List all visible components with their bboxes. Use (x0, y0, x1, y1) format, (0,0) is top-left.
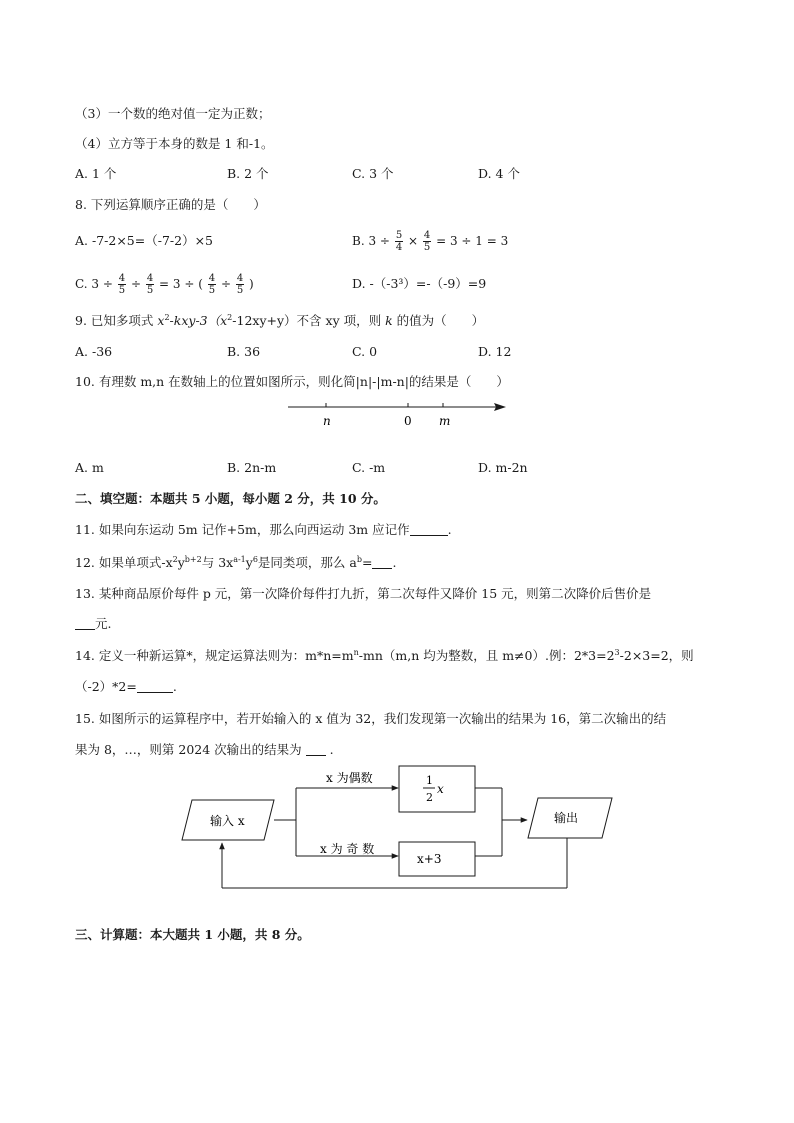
q15-line-1: 15. 如图所示的运算程序中，若开始输入的 x 值为 32，我们发现第一次输出的结果为 16，第二次输出的结 (75, 711, 667, 726)
q14-text: 14. 定义一种新运算*，规定运算法则为：m*n=m (75, 648, 354, 663)
label-zero: 0 (404, 414, 412, 428)
q14-line-1 (75, 648, 694, 664)
denominator: 5 (423, 242, 431, 253)
q13-line-1: 13. 某种商品原价每件 p 元，第一次降价每件打九折，第二次每件又降价 15 元，则第二次降价后售价是 (75, 586, 652, 601)
exponent: 3 (614, 648, 620, 657)
even-label: x 为偶数 (326, 771, 373, 785)
q7-option-a: A. 1 个 (75, 166, 117, 181)
q12-text: 12. 如果单项式-x (75, 555, 173, 570)
q8-option-a: A. -7-2×5=（-7-2）×5 (75, 233, 214, 248)
q9-stem-a: 9. 已知多项式 (75, 313, 158, 328)
exponent: 2 (227, 313, 233, 322)
numerator: 4 (146, 273, 154, 284)
q15-text: 果为 8，…，则第 2024 次输出的结果为 (75, 742, 302, 757)
q8-option-d: D. -（-3³）=-（-9）=9 (352, 276, 487, 291)
denominator: 4 (395, 242, 403, 253)
section-2-heading: 二、填空题：本题共 5 小题，每小题 2 分，共 10 分。 (75, 491, 386, 506)
q12 (75, 555, 396, 571)
q15-line-2 (75, 742, 334, 758)
label-m: m (439, 414, 451, 428)
q13-line-2 (75, 616, 111, 632)
q9-poly: x (157, 313, 165, 328)
q14-text: -mn（m,n 均为整数，且 m≠0）.例：2*3=2 (358, 648, 615, 663)
formula-part: = 3 ÷ 1 = 3 (436, 234, 509, 248)
exponent: b+2 (184, 555, 202, 564)
q9-stem (75, 313, 484, 329)
q7-option-b: B. 2 个 (227, 166, 269, 181)
q14-end: . (172, 679, 177, 694)
numerator: 4 (208, 273, 216, 284)
q12-end: . (392, 555, 397, 570)
q12-text: = (361, 555, 373, 570)
answer-blank[interactable] (75, 617, 95, 630)
exponent: n (353, 648, 359, 657)
fraction (208, 273, 216, 296)
q9-poly: -12xy+y）不含 xy 项，则 (232, 313, 386, 328)
q9-option-d: D. 12 (478, 344, 512, 359)
answer-blank[interactable] (137, 680, 173, 693)
numerator: 4 (118, 273, 126, 284)
q10-option-d: D. m-2n (478, 460, 528, 475)
formula-part: ) (249, 277, 254, 291)
denominator: 5 (118, 285, 126, 296)
odd-label: x 为 奇 数 (320, 842, 375, 856)
formula-part: ÷ (130, 277, 142, 291)
q14-text: （-2）*2= (75, 679, 137, 694)
q13-end: 元. (95, 616, 112, 631)
fraction (423, 230, 431, 253)
answer-blank[interactable] (372, 556, 392, 569)
statement-4: （4）立方等于本身的数是 1 和-1。 (75, 136, 274, 151)
q9-stem-b: 的值为（ ） (392, 313, 485, 328)
q8-option-b-label: B. (352, 234, 365, 248)
q8-stem: 8. 下列运算顺序正确的是（ ） (75, 197, 266, 212)
fraction (118, 273, 126, 296)
exponent: a-1 (233, 555, 246, 564)
denominator: 5 (146, 285, 154, 296)
half-variable: x (437, 782, 444, 796)
q11-end: . (447, 522, 452, 537)
formula-part: 3 ÷ (368, 234, 390, 248)
label-n: n (323, 414, 331, 428)
number-line (280, 396, 520, 432)
input-label: 输入 x (210, 814, 245, 828)
formula-part: ÷ (220, 277, 232, 291)
exponent: b (356, 555, 362, 564)
denominator: 5 (236, 285, 244, 296)
q10-option-c: C. -m (352, 460, 386, 475)
q15-end: . (329, 742, 334, 757)
denominator: 5 (208, 285, 216, 296)
q11-text: 11. 如果向东运动 5m 记作+5m，那么向西运动 3m 应记作 (75, 522, 410, 537)
numerator: 5 (395, 230, 403, 241)
q12-text: 与 3x (201, 555, 234, 570)
q10-option-b: B. 2n-m (227, 460, 277, 475)
q14-text: -2×3=2，则 (619, 648, 694, 663)
formula-part: = 3 ÷ ( (159, 277, 203, 291)
q10-option-a: A. m (75, 460, 104, 475)
q8-option-c-label: C. (75, 277, 88, 291)
half-numerator: 1 (426, 774, 433, 787)
exponent: 2 (172, 555, 178, 564)
fraction (236, 273, 244, 296)
q7-option-d: D. 4 个 (478, 166, 520, 181)
exponent: 6 (252, 555, 258, 564)
q7-option-c: C. 3 个 (352, 166, 394, 181)
q12-text: y (177, 555, 185, 570)
q9-k: k (385, 313, 393, 328)
q11 (75, 522, 452, 538)
numerator: 4 (236, 273, 244, 284)
fraction (146, 273, 154, 296)
formula-part: 3 ÷ (91, 277, 113, 291)
q10-stem: 10. 有理数 m,n 在数轴上的位置如图所示，则化简|n|-|m-n|的结果是（ ） (75, 374, 509, 389)
answer-blank[interactable] (410, 523, 448, 536)
q12-text: y (245, 555, 253, 570)
q8-option-c (75, 270, 254, 298)
q9-option-b: B. 36 (227, 344, 261, 359)
exponent: 2 (164, 313, 170, 322)
q9-option-c: C. 0 (352, 344, 378, 359)
q12-text: 是同类项，那么 a (257, 555, 357, 570)
q8-option-b (352, 227, 508, 255)
plus3-label: x+3 (417, 852, 442, 866)
answer-blank[interactable] (306, 743, 326, 756)
flowchart (180, 762, 620, 894)
numerator: 4 (423, 230, 431, 241)
section-3-heading: 三、计算题：本大题共 1 小题，共 8 分。 (75, 927, 310, 942)
formula-part: × (408, 234, 419, 248)
q9-poly: -kxy-3（x (169, 313, 228, 328)
fraction (395, 230, 403, 253)
statement-3: （3）一个数的绝对值一定为正数； (75, 106, 271, 121)
output-label: 输出 (554, 811, 579, 825)
q9-option-a: A. -36 (75, 344, 113, 359)
half-denominator: 2 (426, 791, 433, 804)
q14-line-2 (75, 679, 177, 695)
